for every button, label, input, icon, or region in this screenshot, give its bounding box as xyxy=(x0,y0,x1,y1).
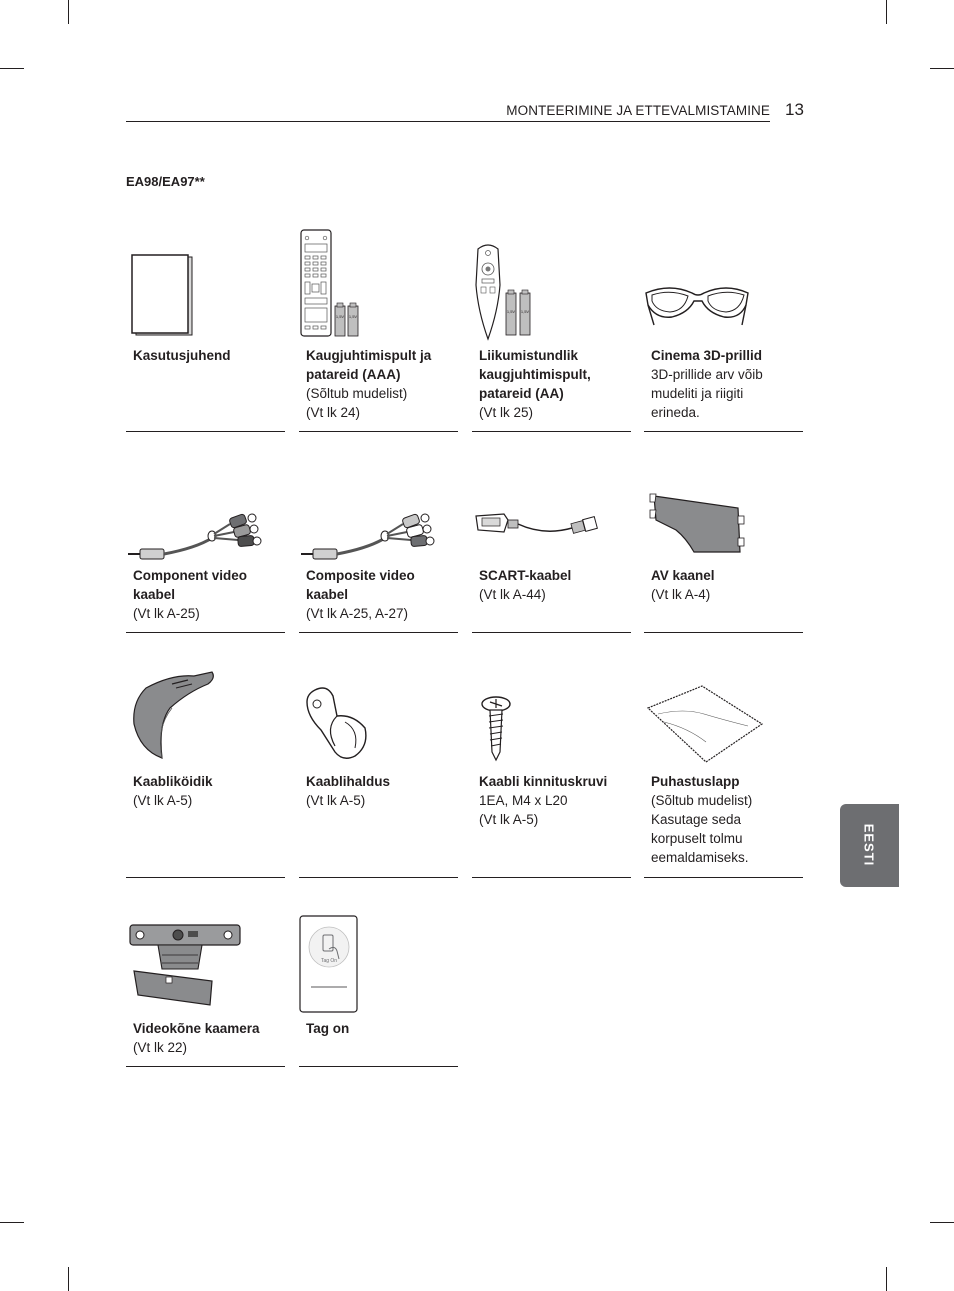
item-detail: 1EA, M4 x L20 xyxy=(479,793,568,808)
item-detail: (Vt lk A-5) xyxy=(133,793,193,808)
item-cable-screw xyxy=(472,668,631,878)
item-title: Liikumistundlik xyxy=(479,348,579,363)
item-component-cable xyxy=(126,498,285,634)
item-title: Kaugjuhtimispult ja xyxy=(306,348,432,363)
item-scart-cable xyxy=(472,498,631,634)
item-divider xyxy=(126,877,285,878)
av-cover-icon xyxy=(646,490,750,558)
item-detail: mudeliti ja riigiti xyxy=(651,386,744,401)
item-divider xyxy=(472,632,631,633)
item-divider xyxy=(644,632,803,633)
item-divider xyxy=(472,877,631,878)
battery-label: 1,5V xyxy=(520,309,530,314)
3d-glasses-icon xyxy=(644,283,752,333)
item-detail: (Vt lk A-25, A-27) xyxy=(306,606,409,621)
item-cleaning-cloth xyxy=(644,668,803,878)
motion-remote-icon xyxy=(472,241,536,341)
crop-mark xyxy=(930,1222,954,1223)
item-title: Kasutusjuhend xyxy=(133,348,231,363)
item-divider xyxy=(644,877,803,878)
component-cable-icon xyxy=(126,504,266,560)
item-divider xyxy=(299,1066,458,1067)
item-owners-manual xyxy=(126,225,285,433)
item-video-camera xyxy=(126,915,285,1067)
crop-mark xyxy=(0,1222,24,1223)
item-divider xyxy=(126,1066,285,1067)
item-detail: korpuselt tolmu xyxy=(651,831,743,846)
item-detail: (Vt lk 22) xyxy=(133,1040,188,1055)
item-divider xyxy=(299,877,458,878)
item-3d-glasses xyxy=(644,225,803,433)
item-composite-cable xyxy=(299,498,458,634)
scart-cable-icon xyxy=(474,506,604,546)
item-detail: (Vt lk A-5) xyxy=(479,812,539,827)
cable-holder-icon xyxy=(132,668,224,762)
item-detail: erineda. xyxy=(651,405,700,420)
battery-label: 1,5V xyxy=(335,314,345,319)
item-title: Kaabli kinnituskruvi xyxy=(479,774,608,789)
item-cable-management xyxy=(299,668,458,878)
item-title: Kaablihaldus xyxy=(306,774,391,789)
item-title: kaabel xyxy=(133,587,176,602)
item-title: patareid (AAA) xyxy=(306,367,401,382)
crop-mark xyxy=(930,68,954,69)
item-detail: (Sõltub mudelist) xyxy=(306,386,408,401)
item-detail: eemaldamiseks. xyxy=(651,850,749,865)
model-label: EA98/EA97** xyxy=(126,174,205,189)
item-magic-remote xyxy=(472,225,631,433)
item-detail: (Vt lk 25) xyxy=(479,405,534,420)
item-detail: (Vt lk A-44) xyxy=(479,587,546,602)
crop-mark xyxy=(886,0,887,24)
item-detail: (Sõltub mudelist) xyxy=(651,793,753,808)
item-remote-aaa xyxy=(299,225,458,433)
item-title: AV kaanel xyxy=(651,568,715,583)
item-title: SCART-kaabel xyxy=(479,568,572,583)
item-detail: (Vt lk A-25) xyxy=(133,606,200,621)
item-divider xyxy=(299,632,458,633)
screw-icon xyxy=(480,696,516,762)
item-divider xyxy=(126,632,285,633)
crop-mark xyxy=(68,1267,69,1291)
tag-on-card-icon xyxy=(299,915,359,1015)
item-detail: (Vt lk 24) xyxy=(306,405,361,420)
item-divider xyxy=(644,431,803,432)
manual-icon xyxy=(130,253,194,337)
item-title: kaabel xyxy=(306,587,349,602)
crop-mark xyxy=(68,0,69,24)
section-title: MONTEERIMINE JA ETTEVALMISTAMINE xyxy=(506,103,770,118)
item-title: Composite video xyxy=(306,568,415,583)
item-detail: Kasutage seda xyxy=(651,812,742,827)
crop-mark xyxy=(0,68,24,69)
cable-management-icon xyxy=(303,686,369,762)
item-title: Kaabliköidik xyxy=(133,774,213,789)
item-title: Videokõne kaamera xyxy=(133,1021,260,1036)
composite-cable-icon xyxy=(299,504,439,560)
item-divider xyxy=(472,431,631,432)
item-tag-on xyxy=(299,915,458,1067)
tag-on-label: Tag On xyxy=(320,958,338,964)
item-cable-holder xyxy=(126,668,285,878)
battery-label: 1,5V xyxy=(506,309,516,314)
language-tab-label: EESTI xyxy=(861,823,877,867)
item-detail: 3D-prillide arv võib xyxy=(651,367,763,382)
language-tab xyxy=(840,804,899,887)
remote-control-icon xyxy=(299,228,363,340)
crop-mark xyxy=(886,1267,887,1291)
item-detail: (Vt lk A-5) xyxy=(306,793,366,808)
battery-label: 1,5V xyxy=(348,314,358,319)
header-rule xyxy=(126,121,770,122)
page-number: 13 xyxy=(785,100,804,119)
item-av-cover xyxy=(644,490,803,634)
item-title: kaugjuhtimispult, xyxy=(479,367,591,382)
item-title: Tag on xyxy=(306,1021,350,1036)
item-detail: (Vt lk A-4) xyxy=(651,587,711,602)
item-divider xyxy=(299,431,458,432)
item-title: Cinema 3D-prillid xyxy=(651,348,763,363)
item-title: Component video xyxy=(133,568,247,583)
item-divider xyxy=(126,431,285,432)
video-camera-icon xyxy=(128,919,244,1009)
item-title: Puhastuslapp xyxy=(651,774,740,789)
cleaning-cloth-icon xyxy=(644,682,766,766)
item-title: patareid (AA) xyxy=(479,386,564,401)
